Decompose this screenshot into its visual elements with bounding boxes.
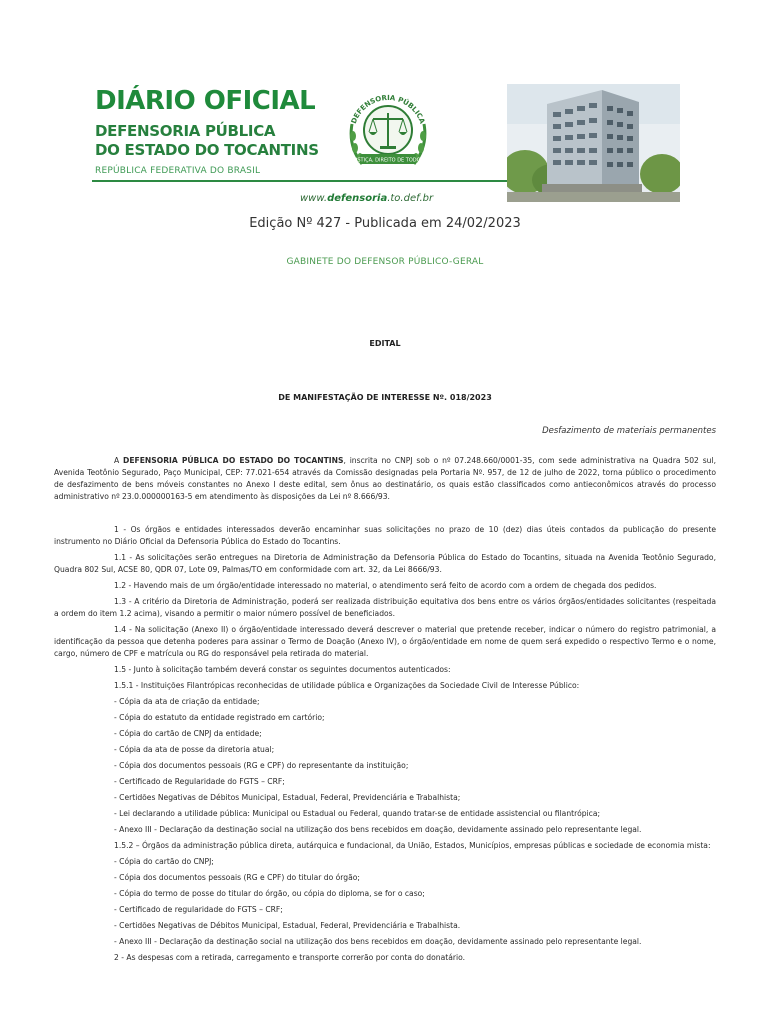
- url-brand: defensoria: [327, 193, 388, 204]
- list-item: - Cópia do termo de posse do titular do órgão, ou cópia do diploma, se for o caso;: [114, 889, 425, 898]
- list-item: - Anexo III - Declaração da destinação social na utilização dos bens recebidos em doação, devidamente assinado pelo representante legal.: [114, 825, 642, 834]
- intro-org: DEFENSORIA PÚBLICA DO ESTADO DO TOCANTINS: [123, 456, 344, 465]
- headquarters-photo: [507, 84, 680, 202]
- list-item: - Cópia da ata de posse da diretoria atual;: [114, 745, 275, 754]
- list-item: - Certidões Negativas de Débitos Municipal, Estadual, Federal, Previdenciária e Trabalhista;: [114, 793, 461, 802]
- masthead-republic: REPÚBLICA FEDERATIVA DO BRASIL: [95, 166, 261, 176]
- list-item: - Certificado de Regularidade do FGTS – CRF;: [114, 777, 285, 786]
- clause-2: 2 - As despesas com a retirada, carregamento e transporte correrão por conta do donatário.: [114, 953, 466, 962]
- list-item: - Cópia do estatuto da entidade registrado em cartório;: [114, 713, 325, 722]
- document-subject: Desfazimento de materiais permanentes: [542, 426, 716, 436]
- list-item: - Certificado de regularidade do FGTS – CRF;: [114, 905, 283, 914]
- list-item: - Cópia do cartão de CNPJ da entidade;: [114, 729, 262, 738]
- clause-1-5-1: 1.5.1 - Instituições Filantrópicas reconhecidas de utilidade pública e Organizações da Sociedade Civil de Interesse Público:: [114, 681, 580, 690]
- masthead-url[interactable]: [292, 192, 480, 208]
- document-subheading: DE MANIFESTAÇÃO DE INTERESSE Nº. 018/2023: [278, 393, 492, 402]
- list-item: - Cópia dos documentos pessoais (RG e CPF) do representante da instituição;: [114, 761, 409, 770]
- url-prefix: www.: [300, 193, 328, 204]
- section-title: GABINETE DO DEFENSOR PÚBLICO-GERAL: [286, 257, 484, 267]
- edition-line: Edição Nº 427 - Publicada em 24/02/2023: [249, 216, 521, 231]
- clause-1-1: 1.1 - As solicitações serão entregues na Diretoria de Administração da Defensoria Pública do Estado do Tocantins, situada na Avenida Teotônio Segurado, Quadra 802 Sul, ACSE 80, QDR 07, Lote 09, Palmas/TO em conformidade com art. 32, da Lei 8666/93.: [54, 553, 716, 574]
- list-item: - Lei declarando a utilidade pública: Municipal ou Estadual ou Federal, quando tratar-se de entidade assistencial ou filantrópica;: [114, 809, 601, 818]
- list-item: - Cópia dos documentos pessoais (RG e CPF) do titular do órgão;: [114, 873, 360, 882]
- clause-1-4: 1.4 - Na solicitação (Anexo II) o órgão/entidade interessado deverá descrever o material que pretende receber, indicar o número do registro patrimonial, a identificação da pessoa que detenha poderes para assinar o Termo de Doação (Anexo IV), o órgão/entidade em nome de quem será expedido o respectivo Termo e o nome, cargo, número de CPF e matrícula ou RG do responsável pela retirada do material.: [54, 625, 716, 658]
- seal-motto-text: JUSTIÇA, DIREITO DE TODOS: [352, 157, 424, 164]
- intro-paragraph: [54, 455, 716, 503]
- list-item: - Cópia da ata de criação da entidade;: [114, 697, 260, 706]
- clause-1-5-2: 1.5.2 – Órgãos da administração pública direta, autárquica e fundacional, da União, Estados, Municípios, empresas públicas e sociedade de economia mista:: [114, 841, 711, 850]
- url-suffix: .to.def.br: [387, 193, 434, 204]
- seal-top-text: DEFENSORIA PÚBLICA: [349, 93, 427, 125]
- intro-pre: A: [114, 456, 124, 465]
- masthead-org-line2: DO ESTADO DO TOCANTINS: [95, 141, 319, 159]
- intro-post: , inscrita no CNPJ sob o nº 07.248.660/0001-35, com sede administrativa na Quadra 502 sul, Avenida Teotônio Segurado, Paço Municipal, CEP: 77.021-654 através da Comissão designadas pela Portaria Nº. 957, de 12 de julho de 2022, torna público o procedimento de desfazimento de bens móveis constantes no Anexo I deste edital, sem ônus ao destinatário, os quais estão classificados como antieconômicos através do processo administrativo nº 23.0.000000163-5 em atendimento às disposições da Lei nº 8.666/93.: [54, 456, 716, 501]
- list-item: - Certidões Negativas de Débitos Municipal, Estadual, Federal, Previdenciária e Trabalhista.: [114, 921, 461, 930]
- clause-1-5: 1.5 - Junto à solicitação também deverá constar os seguintes documentos autenticados:: [114, 665, 451, 674]
- clause-1: 1 - Os órgãos e entidades interessados deverão encaminhar suas solicitações no prazo de 10 (dez) dias úteis contados da publicação do presente instrumento no Diário Oficial da Defensoria Pública do Estado do Tocantins.: [54, 525, 716, 546]
- clause-1-2: 1.2 - Havendo mais de um órgão/entidade interessado no material, o atendimento será feito de acordo com a ordem de chegada dos pedidos.: [114, 581, 657, 590]
- list-item: - Cópia do cartão do CNPJ;: [114, 857, 214, 866]
- list-item: - Anexo III - Declaração da destinação social na utilização dos bens recebidos em doação, devidamente assinado pelo representante legal.: [114, 937, 642, 946]
- defensoria-seal-icon: [340, 86, 436, 182]
- document-body: [54, 455, 716, 964]
- document-heading: EDITAL: [369, 339, 401, 348]
- masthead-title: DIÁRIO OFICIAL: [95, 86, 316, 116]
- clause-1-3: 1.3 - A critério da Diretoria de Administração, poderá ser realizada distribuição equitativa dos bens entre os vários órgãos/entidades solicitantes (respeitada a ordem do item 1.2 acima), visando a permitir o maior número possível de beneficiados.: [54, 597, 716, 618]
- masthead-org-line1: DEFENSORIA PÚBLICA: [95, 122, 276, 140]
- masthead-banner: [92, 84, 680, 208]
